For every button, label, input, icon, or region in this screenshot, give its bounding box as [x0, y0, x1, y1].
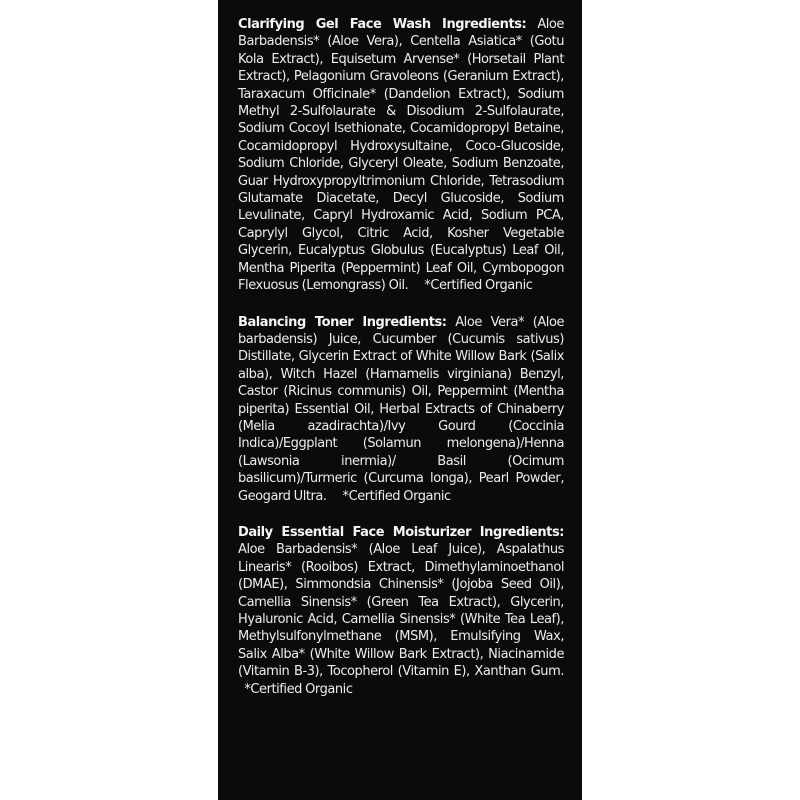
moisturizer-ingredients: [238, 524, 564, 698]
organic-note: *Certified Organic: [342, 488, 451, 504]
section-heading: Daily Essential Face Moisturizer Ingredients:: [238, 524, 564, 540]
section-heading: Balancing Toner Ingredients:: [238, 314, 447, 330]
section-heading: Clarifying Gel Face Wash Ingredients:: [238, 17, 527, 32]
ingredient-list: Aloe Vera* (Aloe barbadensis) Juice, Cucumber (Cucumis sativus) Distillate, Glycerin Extract of White Willow Bark (Salix alba), Witch Hazel (Hamamelis virginiana) Benzyl, Castor (Ricinus communis) Oil, Peppermint (Mentha piperita) Essential Oil, Herbal Extracts of Chinaberry (Melia azadirachta)/Ivy Gourd (Coccinia Indica)/Eggplant (Solamun melongena)/Henna (Lawsonia inermia)/ Basil (Ocimum basilicum)/Turmeric (Curcuma longa), Pearl Powder, Geogard Ultra.: [238, 314, 564, 504]
ingredient-list: Aloe Barbadensis* (Aloe Vera), Centella Asiatica* (Gotu Kola Extract), Equisetum Arvense* (Horsetail Plant Extract), Pelagonium Gravoleons (Geranium Extract), Taraxacum Officinale* (Dandelion Extract), Sodium Methyl 2-Sulfolaurate & Disodium 2-Sulfolaurate, Sodium Cocoyl Isethionate, Cocamidopropyl Betaine, Cocamidopropyl Hydroxysultaine, Coco-Glucoside, Sodium Chloride, Glyceryl Oleate, Sodium Benzoate, Guar Hydroxypropyltrimonium Chloride, Tetrasodium Glutamate Diacetate, Decyl Glucoside, Sodium Levulinate, Capryl Hydroxamic Acid, Sodium PCA, Caprylyl Glycol, Citric Acid, Kosher Vegetable Glycerin, Eucalyptus Globulus (Eucalyptus) Leaf Oil, Mentha Piperita (Peppermint) Leaf Oil, Cymbopogon Flexuosus (Lemongrass) Oil.: [238, 17, 564, 294]
face-wash-ingredients: [238, 16, 564, 295]
ingredients-label-panel: [218, 0, 582, 800]
organic-note: *Certified Organic: [244, 681, 353, 697]
toner-ingredients: [238, 314, 564, 505]
ingredient-list: Aloe Barbadensis* (Aloe Leaf Juice), Aspalathus Linearis* (Rooibos) Extract, Dimethylaminoethanol (DMAE), Simmondsia Chinensis* (Jojoba Seed Oil), Camellia Sinensis* (Green Tea Extract), Glycerin, Hyaluronic Acid, Camellia Sinensis* (White Tea Leaf), Methylsulfonylmethane (MSM), Emulsifying Wax, Salix Alba* (White Willow Bark Extract), Niacinamide (Vitamin B-3), Tocopherol (Vitamin E), Xanthan Gum.: [238, 542, 564, 680]
organic-note: *Certified Organic: [424, 278, 533, 294]
